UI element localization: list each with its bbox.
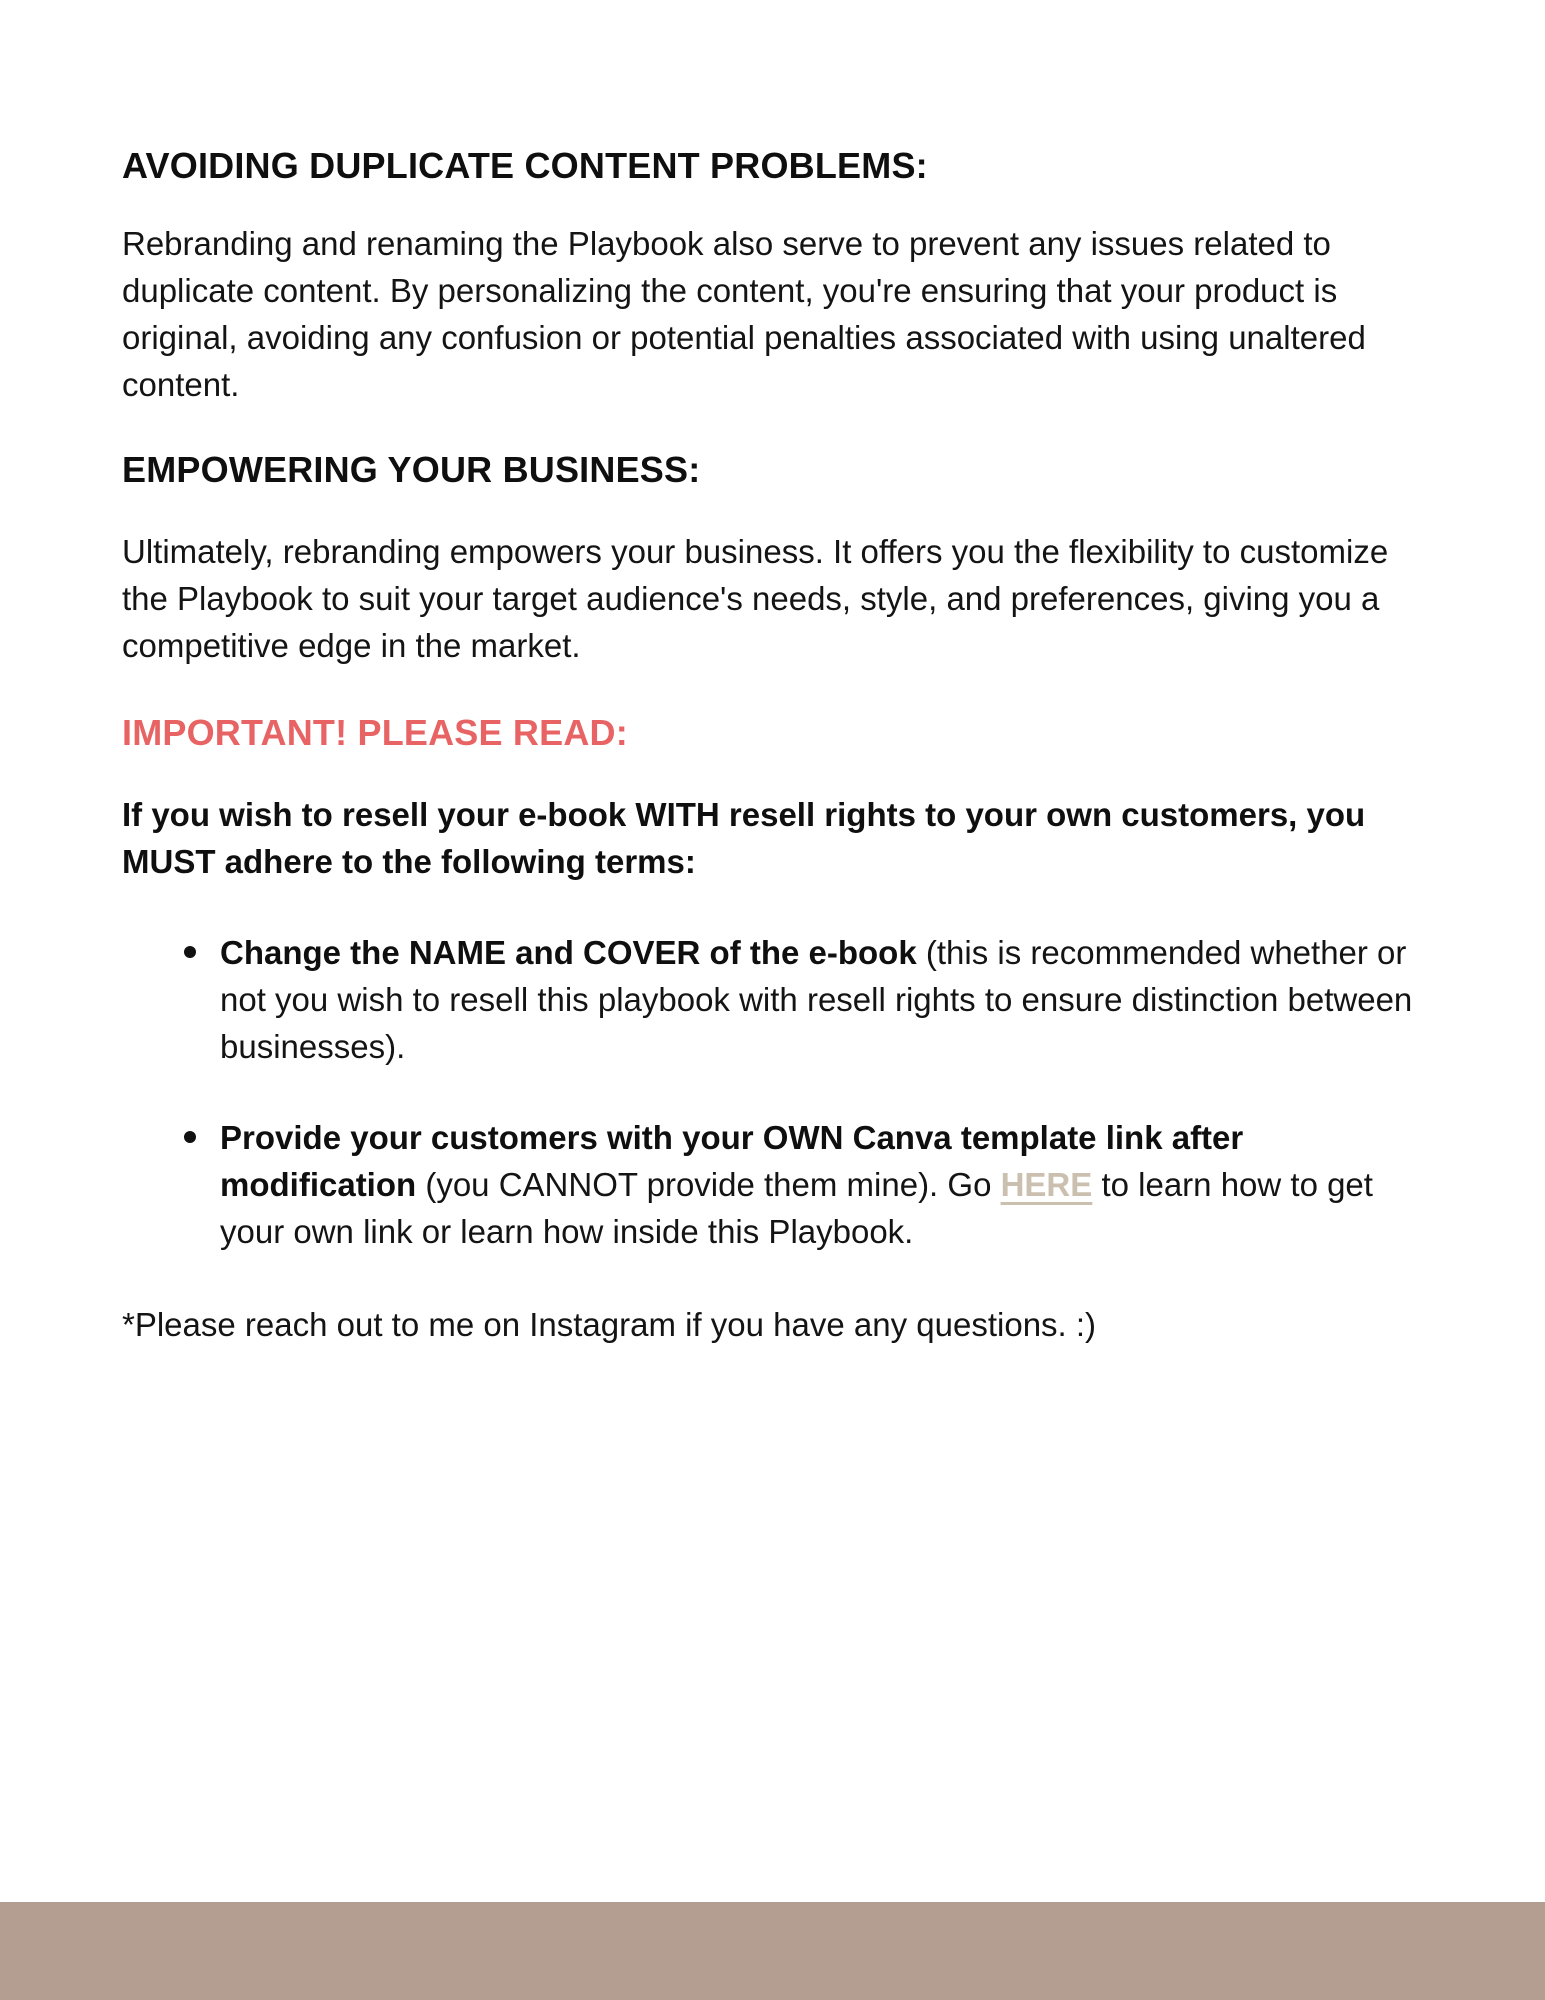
terms-item-text [220, 934, 1412, 1065]
bullet-dot-icon [184, 1131, 196, 1143]
paragraph-duplicate-content: Rebranding and renaming the Playbook also serve to prevent any issues related to duplicate content. By personalizing the content, you're ensuring that your product is original, avoiding any confusion or potential penalties associated with using unaltered content. [122, 225, 1366, 403]
terms-list [122, 929, 1424, 1255]
section-heading-important-please-read: IMPORTANT! PLEASE READ: [122, 712, 628, 753]
section-heading-empowering-business: EMPOWERING YOUR BUSINESS: [122, 449, 701, 490]
here-link[interactable]: HERE [1000, 1166, 1093, 1203]
section-heading-avoiding-duplicate-content: AVOIDING DUPLICATE CONTENT PROBLEMS: [122, 145, 928, 186]
term-bold-provide-own-link: Provide your customers with your OWN Canva template link after modification [220, 1119, 1244, 1203]
paragraph-empowering-business: Ultimately, rebranding empowers your business. It offers you the flexibility to customize the Playbook to suit your target audience's needs, style, and preferences, giving you a competitive edge in the market. [122, 533, 1389, 664]
term-bold-change-name-cover: Change the NAME and COVER of the e-book [220, 934, 917, 971]
terms-list-item-rename [122, 929, 1424, 1070]
footer-color-bar [0, 1902, 1545, 2000]
terms-list-item-own-link [122, 1114, 1424, 1255]
term-detail-text: (you CANNOT provide them mine). Go [416, 1166, 1001, 1203]
bullet-dot-icon [184, 946, 196, 958]
resell-terms-intro: If you wish to resell your e-book WITH resell rights to your own customers, you MUST adhere to the following terms: [122, 796, 1366, 880]
terms-item-text [220, 1119, 1373, 1250]
term-detail-text: to learn how to get your own link or learn how inside this Playbook. [220, 1166, 1373, 1250]
term-detail-text: (this is recommended whether or not you wish to resell this playbook with resell rights to ensure distinction between businesses). [220, 934, 1413, 1065]
instagram-footnote: *Please reach out to me on Instagram if you have any questions. :) [122, 1306, 1097, 1343]
text-column [122, 145, 1424, 1348]
